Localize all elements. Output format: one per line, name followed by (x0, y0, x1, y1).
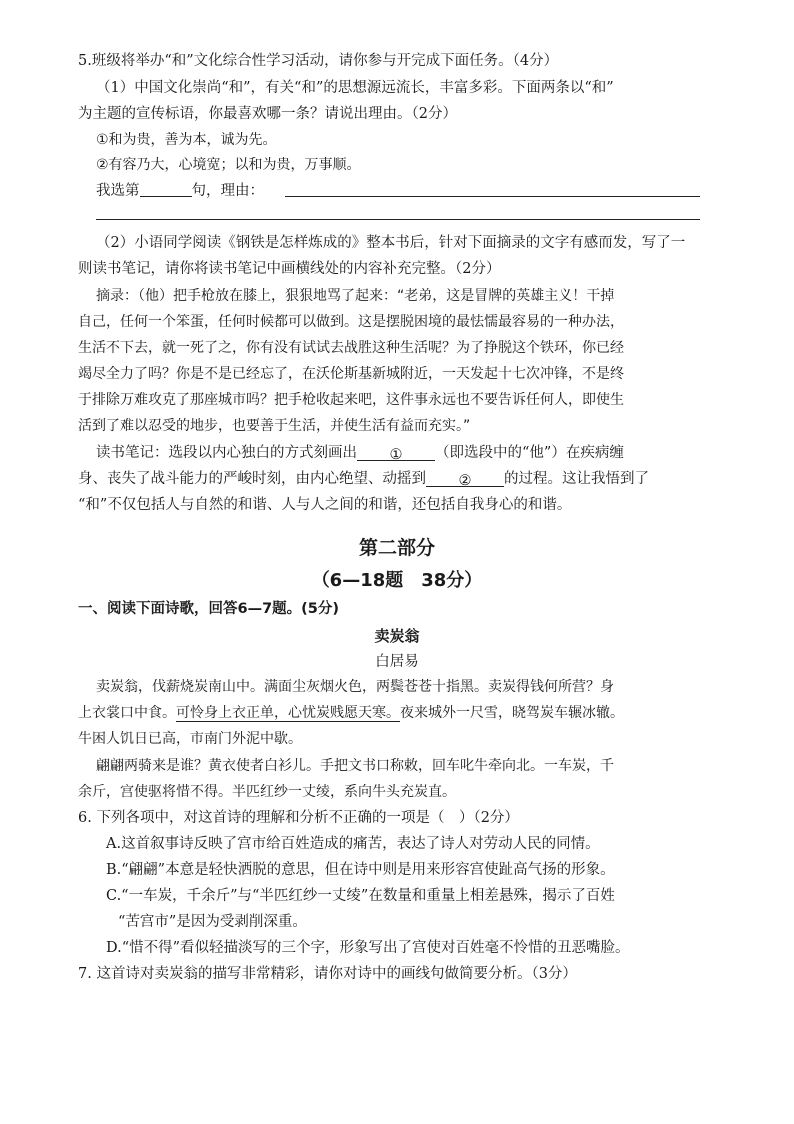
underlined-sentence: 可怜身上衣正单，心忧炭贱愿天寒。 (176, 705, 400, 721)
q7-stem: 7. 这首诗对卖炭翁的描写非常精彩，请你对诗中的画线句做简要分析。（3分） (78, 966, 577, 982)
poem-author: 白居易 (375, 654, 419, 670)
part2-heading: 第二部分 (358, 537, 435, 559)
sentence-number-blank[interactable] (140, 181, 192, 197)
note-text-a: 读书笔记：选段以内心独白的方式刻画出 (96, 445, 357, 461)
note-text-c: 身、丧失了战斗能力的严峻时刻，由内心绝望、动摇到 (78, 471, 426, 487)
excerpt-line-6: 活到了难以忍受的地步，也要善于生活，并使生活有益而充实。” (78, 418, 471, 434)
poem-line-4: 翩翩两骑来是谁？黄衣使者白衫儿。手把文书口称敕，回车叱牛牵向北。一车炭，千 (96, 758, 614, 774)
note-line-1 (96, 443, 624, 463)
q5-part1-line1: （1）中国文化崇尚“和”，有关“和”的思想源远流长，丰富多彩。下面两条以“和” (96, 80, 614, 96)
q6-option-d[interactable]: D.“惜不得”看似轻描淡写的三个字，形象写出了宫使对百姓毫不怜惜的丑恶嘴脸。 (106, 940, 630, 956)
q5-part2-line2: 则读书笔记，请你将读书笔记中画横线处的内容补充完整。（2分） (78, 261, 501, 277)
q6-stem: 6. 下列各项中，对这首诗的理解和分析不正确的一项是（ ）（2分） (78, 810, 519, 826)
reason-answer-line-1[interactable] (285, 196, 700, 197)
slogan-1: ①和为贵，善为本，诚为先。 (96, 132, 277, 148)
q6-option-a[interactable]: A.这首叙事诗反映了宫市给百姓造成的痛苦，表达了诗人对劳动人民的同情。 (106, 836, 600, 852)
reason-answer-line-2[interactable] (96, 219, 700, 220)
poem-line-2 (78, 703, 624, 723)
note-text-d: 的过程。这让我悟到了 (504, 471, 649, 487)
q6-option-b[interactable]: B.“翩翩”本意是轻快洒脱的意思，但在诗中则是用来形容宫使趾高气扬的形象。 (106, 862, 615, 878)
q5-title: 5.班级将举办“和”文化综合性学习活动，请你参与开完成下面任务。（4分） (78, 53, 559, 69)
poem-line-2-a: 上衣裳口中食。 (78, 705, 176, 721)
q6-option-c-line2: “苦宫市”是因为受剥削深重。 (118, 914, 307, 930)
excerpt-line-2: 自己，任何一个笨蛋，任何时候都可以做到。这是摆脱困境的最怯懦最容易的一种办法， (78, 314, 624, 330)
q5-part1-line2: 为主题的宣传标语，你最喜欢哪一条？请说出理由。（2分） (78, 106, 457, 122)
choose-prefix: 我选第 (96, 183, 140, 199)
slogan-2: ②有容乃大，心境宽；以和为贵，万事顺。 (96, 157, 361, 173)
poem-line-1: 卖炭翁，伐薪烧炭南山中。满面尘灰烟火色，两鬓苍苍十指黑。卖炭得钱何所营？身 (96, 679, 614, 695)
part2-subheading: （6—18题 38分） (311, 570, 483, 591)
note-text-b: （即选段中的“他”）在疾病缠 (435, 445, 624, 461)
blank-2[interactable]: ② (426, 471, 504, 487)
poem-line-5: 余斤，宫使驱将惜不得。半匹红纱一丈绫，系向牛头充炭直。 (78, 784, 456, 800)
blank-1[interactable]: ① (357, 445, 435, 461)
poem-line-3: 牛困人饥日已高，市南门外泥中歇。 (78, 731, 302, 747)
note-line-2 (78, 469, 649, 489)
excerpt-line-1: 摘录：（他）把手枪放在膝上，狠狠地骂了起来：“老弟，这是冒牌的英雄主义！干掉 (96, 288, 615, 304)
q5-part2-line1: （2）小语同学阅读《钢铁是怎样炼成的》整本书后，针对下面摘录的文字有感而发，写了一 (96, 235, 686, 251)
poem-line-2-b: 夜来城外一尺雪，晓驾炭车辗冰辙。 (400, 705, 624, 721)
note-line-3: “和”不仅包括人与自然的和谐、人与人之间的和谐，还包括自我身心的和谐。 (78, 497, 572, 513)
section1-title: 一、阅读下面诗歌，回答6—7题。(5分) (78, 601, 340, 617)
excerpt-line-3: 生活不下去，就一死了之，你有没有试试去战胜这种生活呢？为了挣脱这个铁环，你已经 (78, 340, 624, 356)
poem-title: 卖炭翁 (374, 627, 420, 645)
choose-line (96, 181, 264, 201)
q6-option-c-line1[interactable]: C.“一车炭，千余斤”与“半匹红纱一丈绫”在数量和重量上相差悬殊，揭示了百姓 (106, 888, 615, 904)
excerpt-line-5: 于排除万难攻克了那座城市吗？把手枪收起来吧，这件事永远也不要告诉任何人，即使生 (78, 392, 624, 408)
excerpt-line-4: 竭尽全力了吗？你是不是已经忘了，在沃伦斯基新城附近，一天发起十七次冲锋，不是终 (78, 366, 624, 382)
choose-mid: 句，理由： (191, 183, 264, 199)
